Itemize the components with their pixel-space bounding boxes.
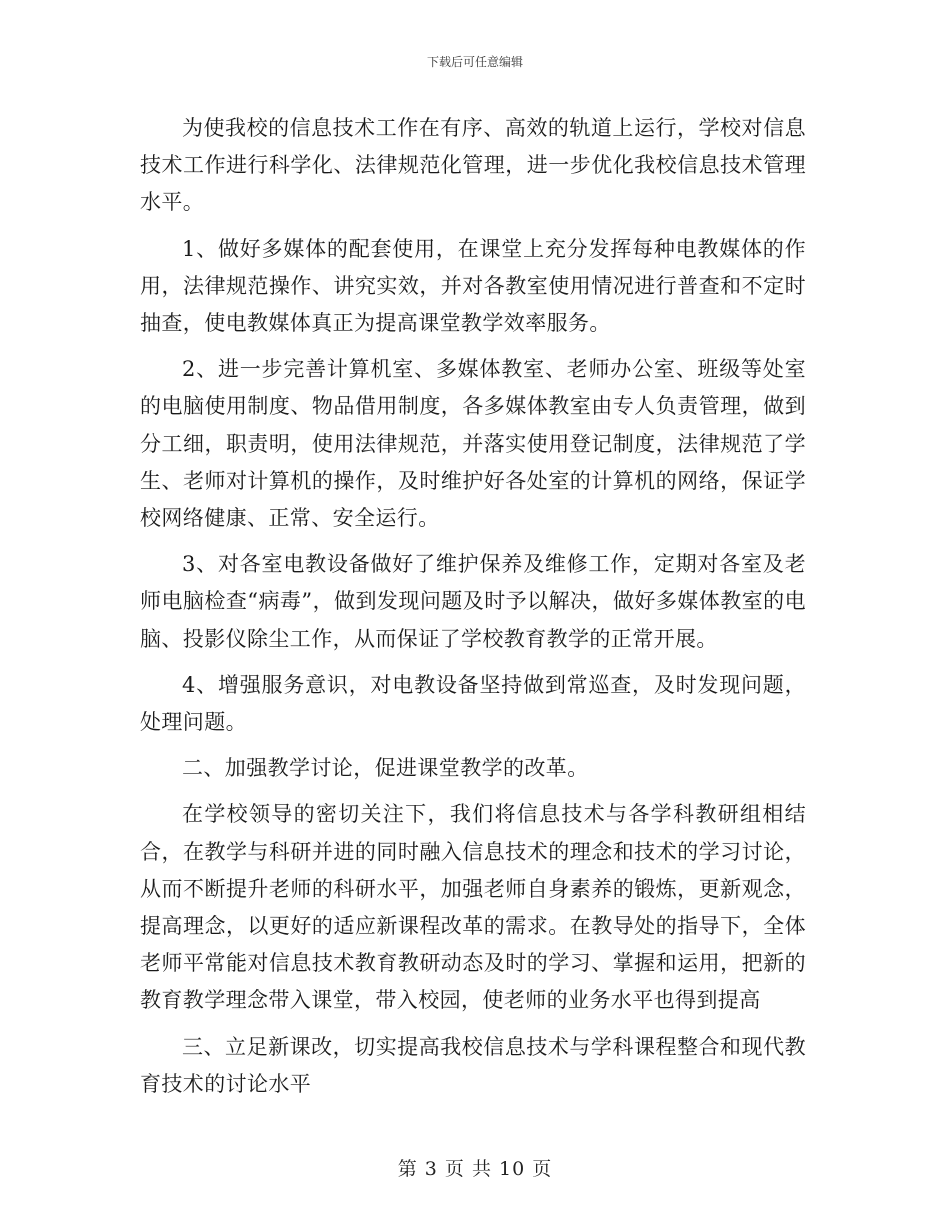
section-heading-3: 三、立足新课改，切实提高我校信息技术与学科课程整合和现代教育技术的讨论水平: [140, 1034, 806, 1096]
document-body: [140, 110, 806, 1103]
paragraph-item-1: 1、做好多媒体的配套使用，在课堂上充分发挥每种电教媒体的作用，法律规范操作、讲究实效，并对各教室使用情况进行普查和不定时抽查，使电教媒体真正为提高课堂教学效率服务。: [140, 236, 806, 336]
paragraph-item-2: 2、进一步完善计算机室、多媒体教室、老师办公室、班级等处室的电脑使用制度、物品借用制度，各多媒体教室由专人负责管理，做到分工细，职责明，使用法律规范，并落实使用登记制度，法律规范了学生、老师对计算机的操作，及时维护好各处室的计算机的网络，保证学校网络健康、正常、安全运行。: [140, 357, 806, 531]
paragraph-item-4: 4、增强服务意识，对电教设备坚持做到常巡查，及时发现问题，处理问题。: [140, 672, 806, 735]
section-heading-2: 二、加强教学讨论，促进课堂教学的改革。: [182, 756, 589, 781]
paragraph-intro: 为使我校的信息技术工作在有序、高效的轨道上运行，学校对信息技术工作进行科学化、法律规范化管理，进一步优化我校信息技术管理水平。: [140, 116, 806, 215]
paragraph-section-2-body: 在学校领导的密切关注下，我们将信息技术与各学科教研组相结合，在教学与科研并进的同时融入信息技术的理念和技术的学习讨论，从而不断提升老师的科研水平，加强老师自身素养的锻炼，更新观念，提高理念，以更好的适应新课程改革的需求。在教导处的指导下，全体老师平常能对信息技术教育教研动态及时的学习、掌握和运用，把新的教育教学理念带入课堂，带入校园，使老师的业务水平也得到提高: [140, 802, 806, 1013]
header-note: 下载后可任意编辑: [426, 55, 523, 69]
page-number: 第 3 页 共 10 页: [397, 1158, 553, 1180]
paragraph-item-3: 3、对各室电教设备做好了维护保养及维修工作，定期对各室及老师电脑检查“病毒”，做到发现问题及时予以解决，做好多媒体教室的电脑、投影仪除尘工作，从而保证了学校教育教学的正常开展。: [140, 552, 806, 651]
